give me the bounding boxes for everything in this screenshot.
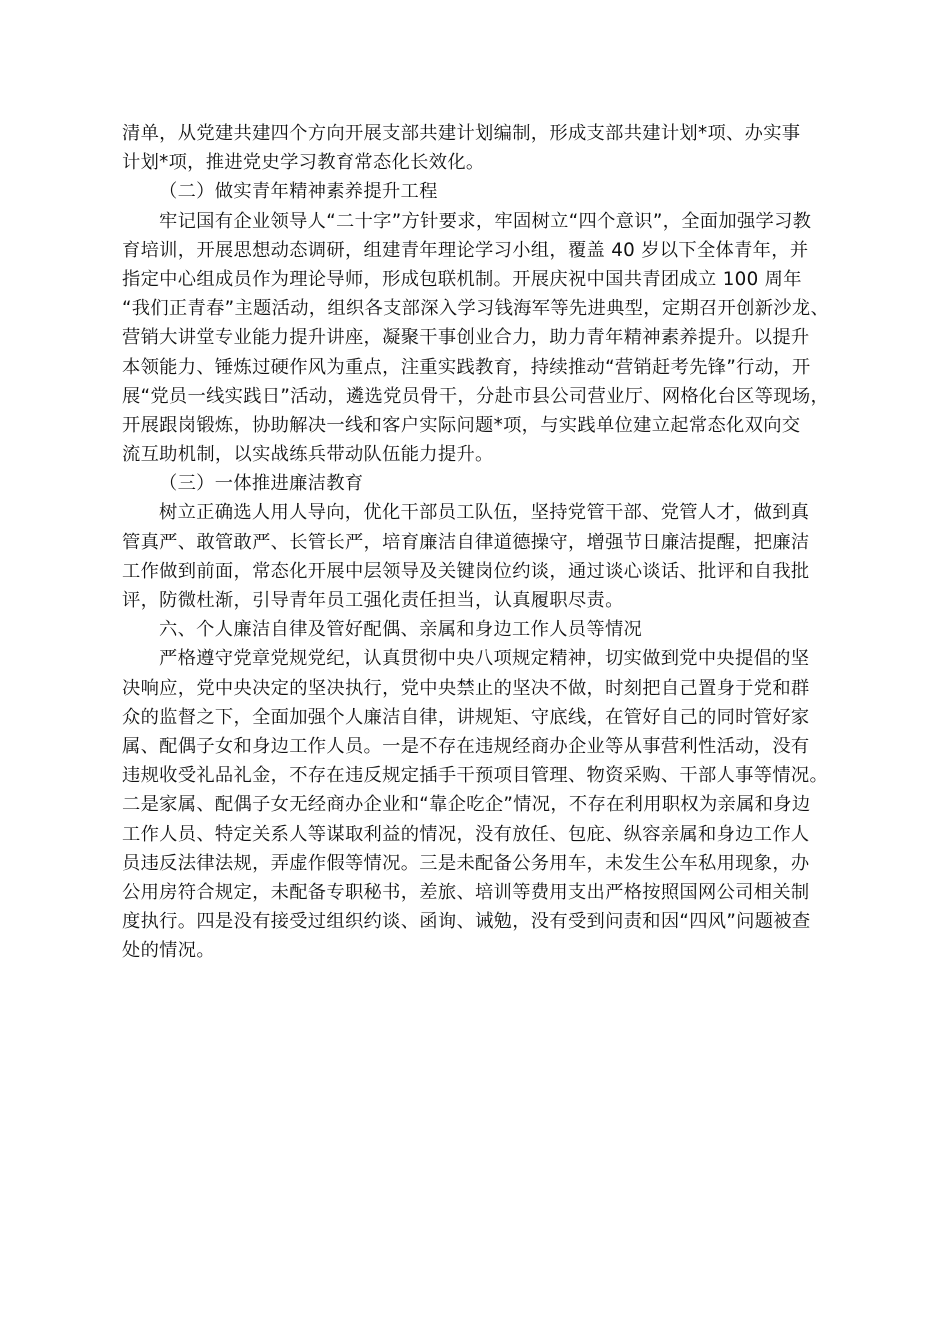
text-line: 指定中心组成员作为理论导师，形成包联机制。开展庆祝中国共青团成立 100 周年 [122, 268, 802, 290]
text-line: 计划*项，推进党史学习教育常态化长效化。 [122, 152, 485, 174]
text-line: 工作做到前面，常态化开展中层领导及关键岗位约谈，通过谈心谈话、批评和自我批 [122, 560, 810, 582]
text-line: 管真严、敢管敢严、长管长严，培育廉洁自律道德操守，增强节日廉洁提醒，把廉洁 [122, 531, 810, 553]
text-line: 清单，从党建共建四个方向开展支部共建计划编制，形成支部共建计划*项、办实事 [122, 123, 801, 144]
text-line: 处的情况。 [122, 940, 215, 962]
text-line: “我们正青春”主题活动，组织各支部深入学习钱海军等先进典型，定期召开创新沙龙、 [122, 298, 830, 320]
text-line: 工作人员、特定关系人等谋取利益的情况，没有放任、包庇、纵容亲属和身边工作人 [122, 823, 810, 845]
text-line: 树立正确选人用人导向，优化干部员工队伍，坚持党管干部、党管人才，做到真 [159, 502, 810, 524]
text-line: 营销大讲堂专业能力提升讲座，凝聚干事创业合力，助力青年精神素养提升。以提升 [122, 327, 810, 349]
document-page [122, 119, 850, 965]
text-line: 展“党员一线实践日”活动，遴选党员骨干，分赴市县公司营业厅、网格化台区等现场， [122, 385, 830, 407]
section-heading: （二）做实青年精神素养提升工程 [159, 181, 438, 203]
text-line: 公用房符合规定，未配备专职秘书，差旅、培训等费用支出严格按照国网公司相关制 [122, 881, 810, 903]
text-line: 度执行。四是没有接受过组织约谈、函询、诫勉，没有受到问责和因“四风”问题被查 [122, 911, 811, 933]
text-line: 众的监督之下，全面加强个人廉洁自律，讲规矩、守底线，在管好自己的同时管好家 [122, 706, 810, 728]
text-line: 本领能力、锤炼过硬作风为重点，注重实践教育，持续推动“营销赶考先锋”行动，开 [122, 356, 811, 378]
text-line: 属、配偶子女和身边工作人员。一是不存在违规经商办企业等从事营利性活动，没有 [122, 735, 810, 757]
text-line: 开展跟岗锻炼，协助解决一线和客户实际问题*项，与实践单位建立起常态化双向交 [122, 414, 801, 436]
section-heading: 六、个人廉洁自律及管好配偶、亲属和身边工作人员等情况 [159, 619, 643, 641]
text-line: 评，防微杜渐，引导青年员工强化责任担当，认真履职尽责。 [122, 590, 624, 611]
text-line: 育培训，开展思想动态调研，组建青年理论学习小组，覆盖 40 岁以下全体青年，并 [122, 239, 809, 261]
text-line: 决响应，党中央决定的坚决执行，党中央禁止的坚决不做，时刻把自己置身于党和群 [122, 677, 810, 699]
text-line: 违规收受礼品礼金，不存在违反规定插手干预项目管理、物资采购、干部人事等情况。 [122, 765, 829, 787]
text-line: 员违反法律法规，弄虚作假等情况。三是未配备公务用车，未发生公车私用现象，办 [122, 852, 810, 874]
section-heading: （三）一体推进廉洁教育 [159, 473, 364, 495]
text-line: 流互助机制，以实战练兵带动队伍能力提升。 [122, 444, 494, 466]
text-line: 牢记国有企业领导人“二十字”方针要求，牢固树立“四个意识”，全面加强学习教 [159, 210, 812, 232]
text-line: 二是家属、配偶子女无经商办企业和“靠企吃企”情况，不存在利用职权为亲属和身边 [122, 794, 811, 816]
text-line: 严格遵守党章党规党纪，认真贯彻中央八项规定精神，切实做到党中央提倡的坚 [159, 648, 810, 670]
